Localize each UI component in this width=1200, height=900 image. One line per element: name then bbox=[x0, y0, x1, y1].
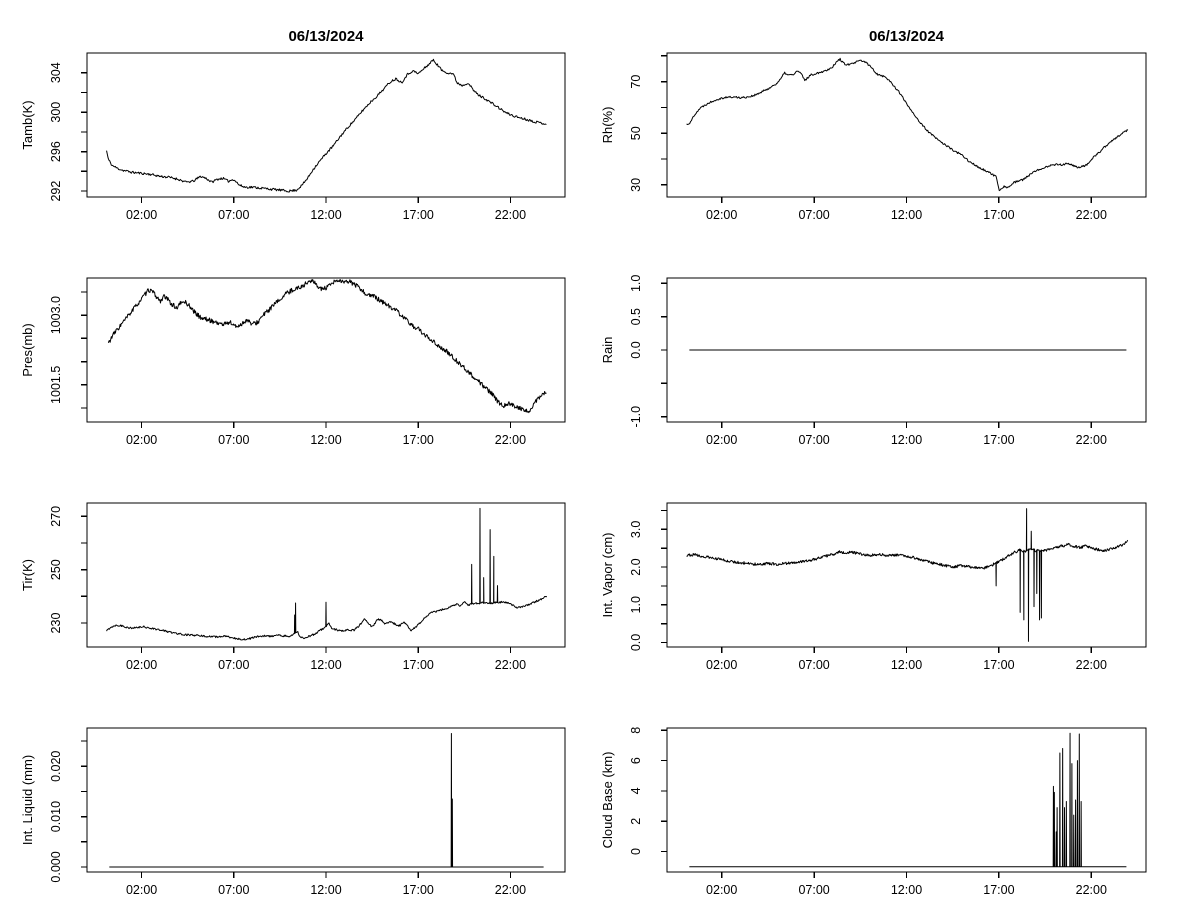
y-tick-label: 0.010 bbox=[49, 800, 63, 833]
panel-cloudbase bbox=[600, 675, 1200, 900]
y-tick-label: 250 bbox=[49, 559, 63, 581]
x-tick-label: 22:00 bbox=[494, 208, 527, 222]
plot-frame bbox=[87, 728, 565, 872]
y-tick-label: 2.0 bbox=[629, 558, 643, 576]
pres-chart bbox=[0, 225, 600, 450]
panel-title: 06/13/2024 bbox=[288, 28, 364, 45]
x-tick-label: 02:00 bbox=[706, 433, 738, 447]
y-tick-label: 292 bbox=[49, 180, 63, 202]
tamb-series-line bbox=[107, 59, 547, 192]
panel-tamb bbox=[0, 0, 600, 225]
tamb-chart bbox=[0, 0, 600, 225]
y-tick-label: -1.0 bbox=[629, 405, 643, 428]
y-tick-label: 2 bbox=[629, 817, 643, 825]
rh-series-line bbox=[687, 58, 1128, 190]
vapor-series-line bbox=[687, 509, 1128, 642]
plot-frame bbox=[667, 53, 1146, 197]
panel-vapor bbox=[600, 450, 1200, 675]
y-tick-label: 0.000 bbox=[49, 851, 63, 883]
liquid-series-line bbox=[109, 734, 543, 867]
y-axis-label: Cloud Base (km) bbox=[600, 751, 615, 849]
y-tick-label: 1003.0 bbox=[49, 296, 63, 335]
x-tick-label: 22:00 bbox=[1075, 658, 1107, 672]
y-axis-label: Rain bbox=[600, 336, 615, 364]
x-tick-label: 22:00 bbox=[1075, 883, 1107, 897]
x-tick-label: 12:00 bbox=[310, 433, 342, 447]
y-tick-label: 30 bbox=[629, 177, 643, 192]
x-tick-label: 02:00 bbox=[706, 208, 738, 222]
y-tick-label: 300 bbox=[49, 101, 63, 123]
y-tick-label: 1.0 bbox=[629, 596, 643, 614]
y-axis-label: Rh(%) bbox=[600, 106, 615, 144]
vapor-chart bbox=[600, 450, 1200, 675]
x-tick-label: 17:00 bbox=[983, 433, 1015, 447]
cloudbase-chart bbox=[600, 675, 1200, 900]
panel-pres bbox=[0, 225, 600, 450]
y-axis-label: Tamb(K) bbox=[20, 100, 35, 150]
y-tick-label: 0.020 bbox=[49, 750, 63, 782]
x-tick-label: 02:00 bbox=[125, 658, 158, 672]
y-tick-label: 270 bbox=[49, 505, 63, 527]
y-axis-label: Tir(K) bbox=[20, 558, 35, 592]
x-tick-label: 17:00 bbox=[402, 658, 434, 672]
pres-series-line bbox=[108, 280, 546, 413]
x-tick-label: 12:00 bbox=[890, 658, 923, 672]
y-tick-label: 0.5 bbox=[629, 307, 643, 326]
tir-chart bbox=[0, 450, 600, 675]
x-tick-label: 02:00 bbox=[125, 433, 158, 447]
y-tick-label: 8 bbox=[629, 726, 643, 734]
panel-liquid bbox=[0, 675, 600, 900]
x-tick-label: 22:00 bbox=[494, 883, 527, 897]
y-axis-label: Pres(mb) bbox=[20, 323, 35, 377]
x-tick-label: 07:00 bbox=[218, 208, 250, 222]
x-tick-label: 02:00 bbox=[125, 883, 158, 897]
y-tick-label: 6 bbox=[629, 757, 643, 765]
panel-tir bbox=[0, 450, 600, 675]
x-tick-label: 07:00 bbox=[798, 883, 830, 897]
x-tick-label: 12:00 bbox=[890, 883, 923, 897]
x-tick-label: 12:00 bbox=[890, 208, 923, 222]
y-tick-label: 230 bbox=[49, 612, 63, 634]
y-tick-label: 3.0 bbox=[629, 520, 643, 539]
x-tick-label: 07:00 bbox=[798, 208, 830, 222]
panel-title: 06/13/2024 bbox=[868, 28, 945, 45]
y-tick-label: 4 bbox=[629, 787, 643, 795]
x-tick-label: 02:00 bbox=[706, 883, 738, 897]
x-tick-label: 07:00 bbox=[218, 658, 250, 672]
y-tick-label: 1001.5 bbox=[49, 365, 63, 404]
tir-series-line bbox=[107, 508, 547, 640]
x-tick-label: 07:00 bbox=[798, 658, 830, 672]
x-tick-label: 12:00 bbox=[310, 208, 342, 222]
x-tick-label: 22:00 bbox=[494, 658, 527, 672]
rain-chart bbox=[600, 225, 1200, 450]
y-tick-label: 0 bbox=[629, 848, 643, 856]
cloudbase-series-line bbox=[689, 733, 1126, 866]
y-tick-label: 50 bbox=[629, 126, 643, 141]
x-tick-label: 12:00 bbox=[310, 883, 342, 897]
y-tick-label: 70 bbox=[629, 74, 643, 89]
y-tick-label: 0.0 bbox=[629, 633, 643, 652]
x-tick-label: 12:00 bbox=[890, 433, 923, 447]
y-axis-label: Int. Vapor (cm) bbox=[600, 532, 615, 618]
y-tick-label: 296 bbox=[49, 141, 63, 163]
x-tick-label: 17:00 bbox=[983, 883, 1015, 897]
x-tick-label: 17:00 bbox=[983, 208, 1015, 222]
rh-chart bbox=[600, 0, 1200, 225]
x-tick-label: 12:00 bbox=[310, 658, 342, 672]
x-tick-label: 02:00 bbox=[706, 658, 738, 672]
x-tick-label: 22:00 bbox=[1075, 208, 1107, 222]
x-tick-label: 22:00 bbox=[494, 433, 527, 447]
x-tick-label: 17:00 bbox=[402, 208, 434, 222]
x-tick-label: 07:00 bbox=[218, 433, 250, 447]
x-tick-label: 07:00 bbox=[798, 433, 830, 447]
x-tick-label: 17:00 bbox=[983, 658, 1015, 672]
panel-rh bbox=[600, 0, 1200, 225]
y-tick-label: 0.0 bbox=[629, 341, 643, 359]
y-tick-label: 304 bbox=[49, 62, 63, 84]
y-tick-label: 1.0 bbox=[629, 274, 643, 293]
x-tick-label: 07:00 bbox=[218, 883, 250, 897]
x-tick-label: 02:00 bbox=[125, 208, 158, 222]
panel-rain bbox=[600, 225, 1200, 450]
x-tick-label: 17:00 bbox=[402, 883, 434, 897]
liquid-chart bbox=[0, 675, 600, 900]
plot-frame bbox=[667, 503, 1146, 647]
x-tick-label: 17:00 bbox=[402, 433, 434, 447]
x-tick-label: 22:00 bbox=[1075, 433, 1107, 447]
y-axis-label: Int. Liquid (mm) bbox=[20, 754, 35, 846]
